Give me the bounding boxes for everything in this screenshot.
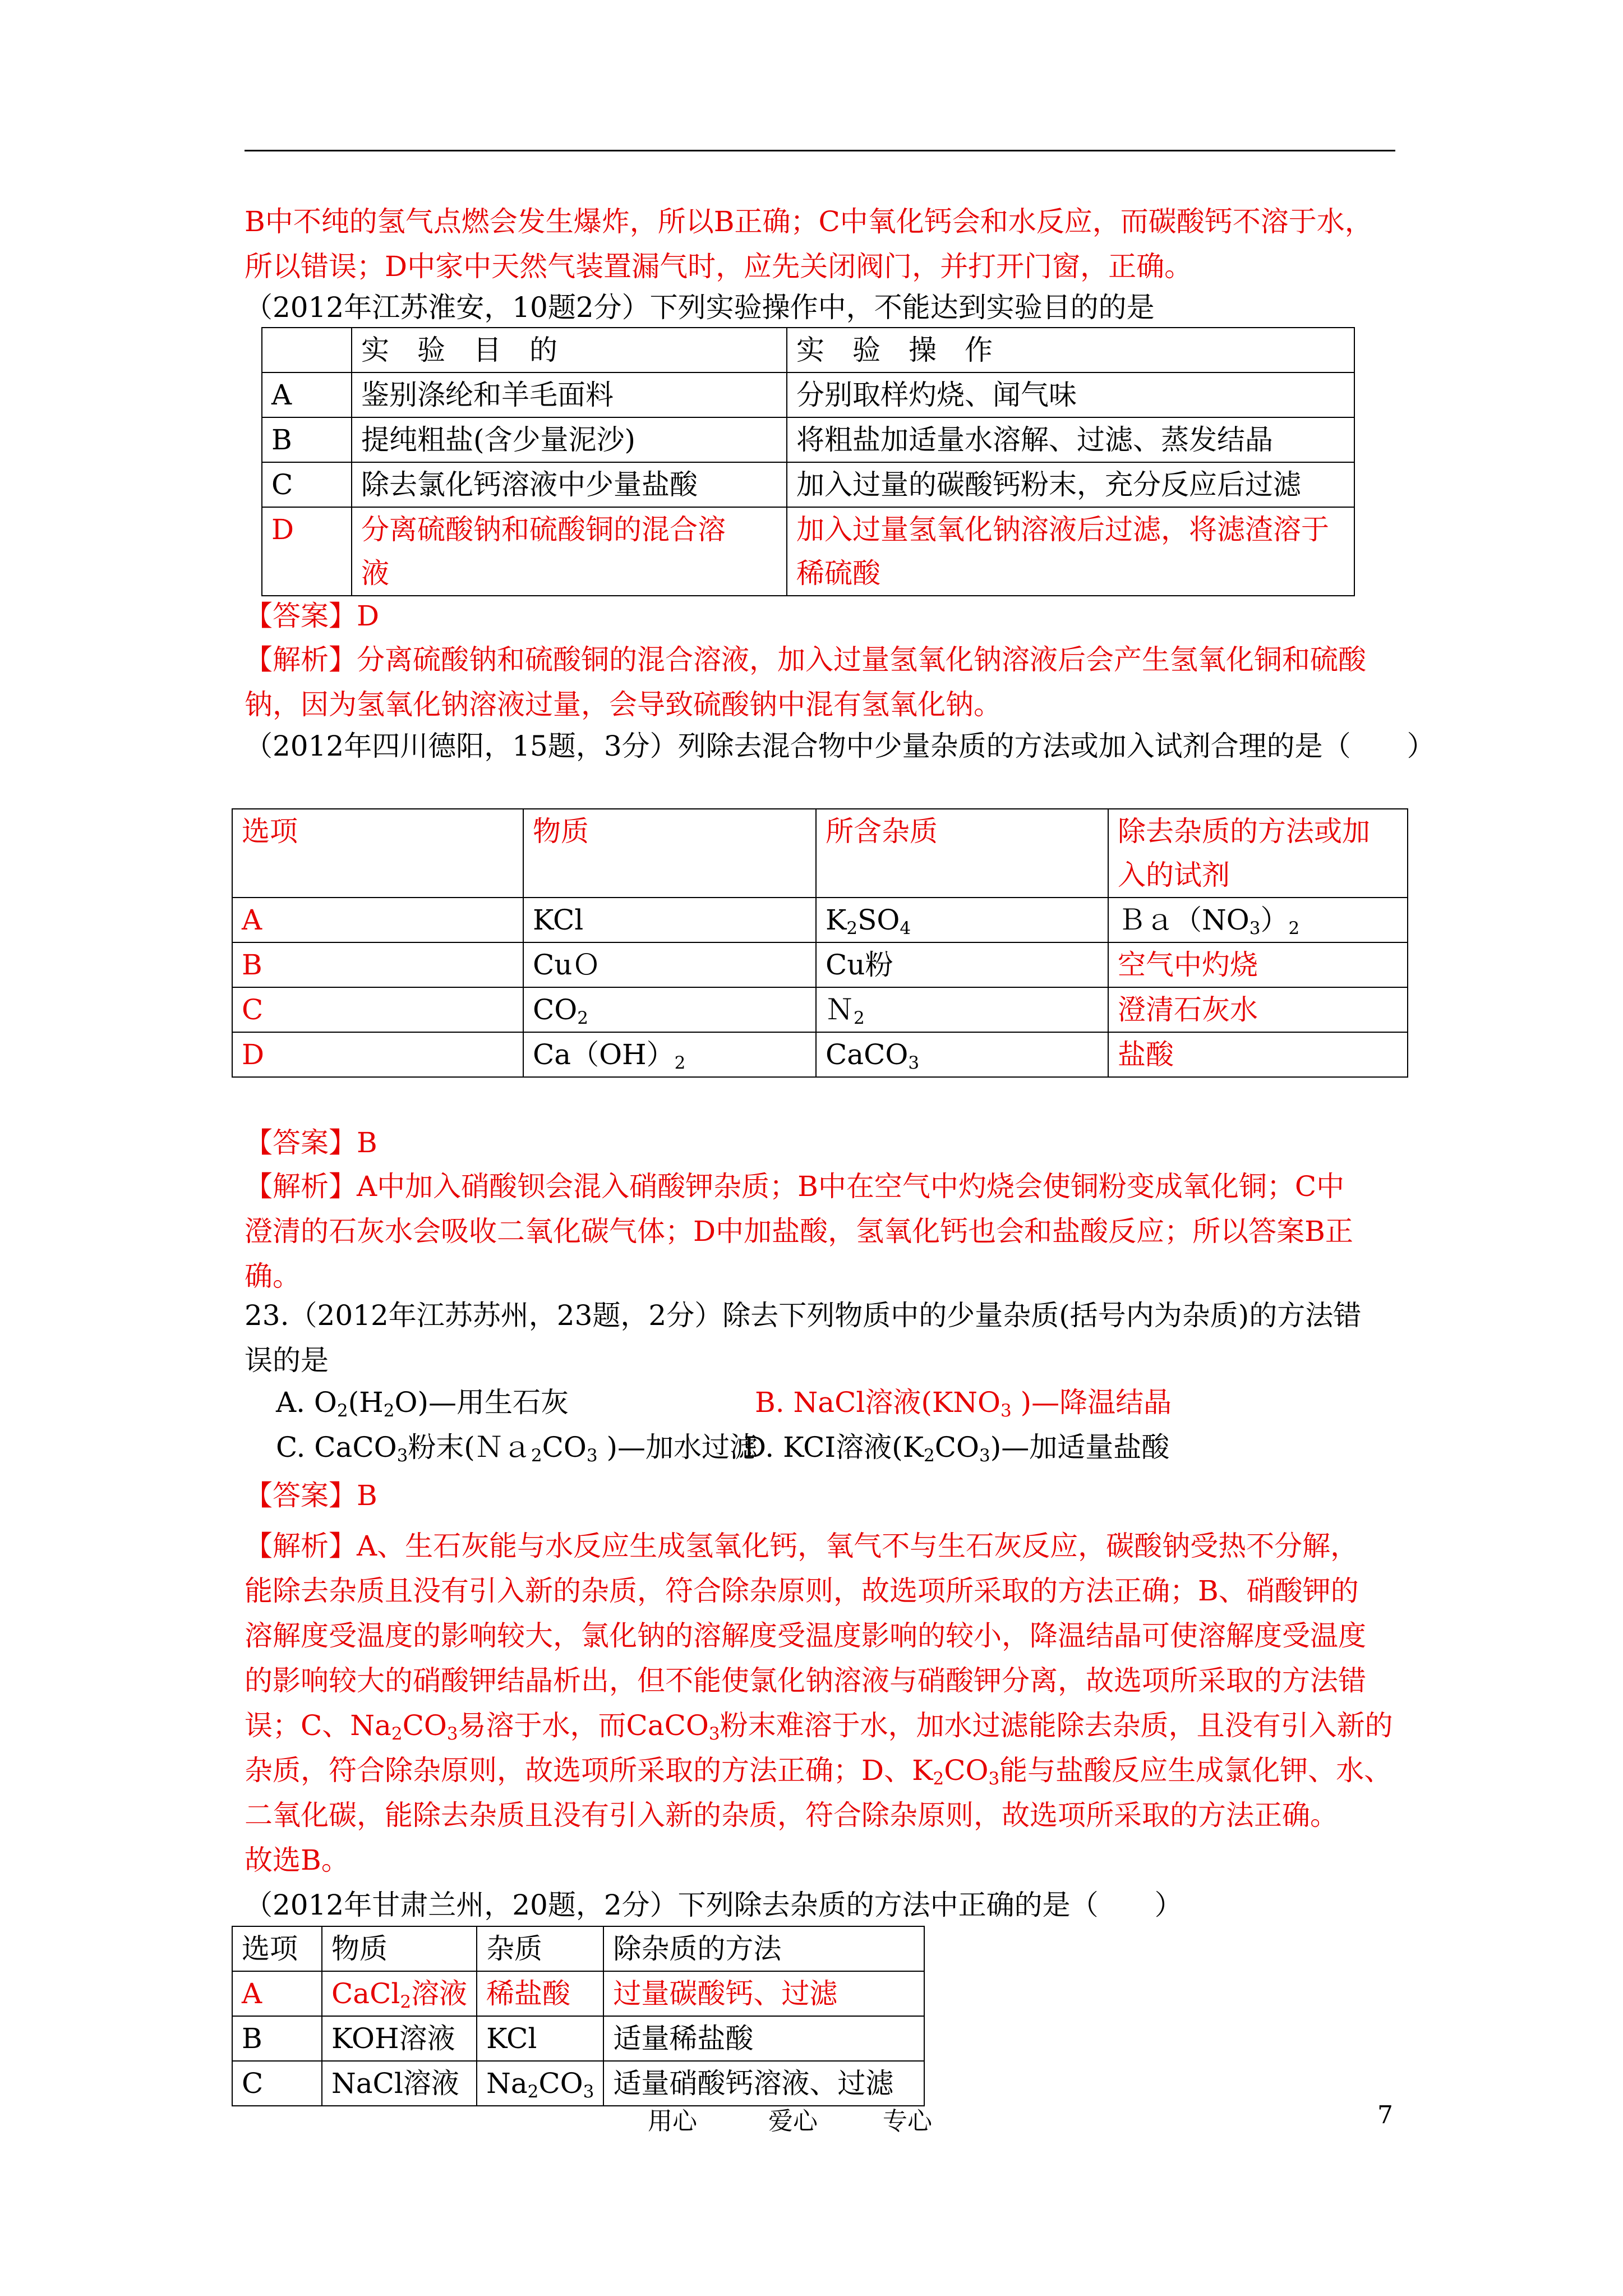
table-row: 选项 物质 杂质 除杂质的方法 (232, 1926, 924, 1971)
q3-answer: 【答案】B (245, 1479, 377, 1512)
q1-stem: （2012年江苏淮安，10题2分）下列实验操作中，不能达到实验目的的是 (245, 291, 1155, 324)
table-row: C 除去氯化钙溶液中少量盐酸 加入过量的碳酸钙粉末，充分反应后过滤 (262, 462, 1354, 507)
page-number: 7 (1377, 2101, 1393, 2129)
table-row: B 提纯粗盐(含少量泥沙) 将粗盐加适量水溶解、过滤、蒸发结晶 (262, 417, 1354, 462)
option-b: B. NaCl溶液($KNO_3$ )—降温结晶 (755, 1386, 1172, 1421)
table-row: D $Ca(OH)_2$ CaCO$_3$ 盐酸 (232, 1032, 1408, 1077)
footer-motto-2: 爱心 (768, 2107, 818, 2136)
footer-motto-3: 专心 (883, 2107, 932, 2136)
footer-motto-1: 用心 (648, 2107, 697, 2136)
q2-stem: （2012年四川德阳，15题，3分）列除去混合物中少量杂质的方法或加入试剂合理的是（ ） (245, 730, 1435, 762)
table-row: A CaCl$_2$溶液 稀盐酸 过量碳酸钙、过滤 (232, 1971, 924, 2016)
table-row: 选项 物质 所含杂质 除去杂质的方法或加 入的试剂 (232, 809, 1408, 898)
table-row: B CuＯ Cu粉 空气中灼烧 (232, 942, 1408, 987)
table-row: C $CO_2$ Ｎ$_2$ 澄清石灰水 (232, 987, 1408, 1032)
table-row: A KCl $K_2SO_4$ $Ba(NO_3)_2$ (232, 898, 1408, 942)
q1-analysis: 【解析】分离硫酸钠和硫酸铜的混合溶液，加入过量氢氧化钠溶液后会产生氢氧化铜和硫酸 钠，因为氢氧化钠溶液过量，会导致硫酸钠中混有氢氧化钠。 (245, 643, 1366, 721)
q2-analysis: 【解析】A中加入硝酸钡会混入硝酸钾杂质；B中在空气中灼烧会使铜粉变成氧化铜；C中 澄清的石灰水会吸收二氧化碳气体；D中加盐酸，氢氧化钙也会和盐酸反应；所以答案B正 确。 (245, 1170, 1353, 1292)
intro-text: B中不纯的氢气点燃会发生爆炸，所以B正确；C中氧化钙会和水反应，而碳酸钙不溶于水， 所以错误；D中家中天然气装置漏气时，应先关闭阀门，并打开门窗，正确。 (245, 205, 1373, 283)
q4-stem: （2012年甘肃兰州，20题，2分）下列除去杂质的方法中正确的是（ ） (245, 1889, 1183, 1921)
table-row: A 鉴别涤纶和羊毛面料 分别取样灼烧、闻气味 (262, 372, 1354, 417)
table-row: 实 验 目 的 实 验 操 作 (262, 328, 1354, 372)
option-a: A. $O_2(H_2O)—$用生石灰 (276, 1386, 569, 1421)
q4-table-wrap (232, 1926, 927, 2102)
q2-table (232, 808, 1408, 1078)
q4-table (232, 1926, 925, 2106)
header-rule (245, 150, 1395, 151)
table-row: D 分离硫酸钠和硫酸铜的混合溶 液 加入过量氢氧化钠溶液后过滤，将滤渣溶于 稀硫酸 (262, 507, 1354, 596)
option-c: C. CaCO$_3$粉末($Na_2CO_3$ )—加水过滤 (276, 1431, 758, 1466)
q2-answer: 【答案】B (245, 1126, 377, 1159)
q3-analysis: 【解析】A、生石灰能与水反应生成氢氧化钙，氧气不与生石灰反应，碳酸钠受热不分解， 能除去杂质且没有引入新的杂质，符合除杂原则，故选项所采取的方法正确；B、硝酸钾的 溶解度受温度的影响较大，氯化钠的溶解度受温度影响的较小，降温结晶可使溶解度受温度 的影响较大的硝酸钾结晶析出，但不能使氯化钠溶液与硝酸钾分离，故选项所采取的方法错 误；C、$Na_2CO_3$易溶于水，而CaCO$_3$粉末难溶于水，加水过滤能除去杂质，且没有引入新的 杂质，符合除杂原则，故选项所采取的方法正确；D、$K_2CO_3$能与盐酸反应生成氯化钾、水、 二氧化碳，能除去杂质且没有引入新的杂质，符合除杂原则，故选项所采取的方法正确。 故选B。 (245, 1530, 1393, 1876)
table-row: C NaCl溶液 $Na_2CO_3$ 适量硝酸钙溶液、过滤 (232, 2061, 924, 2106)
q1-answer: 【答案】D (245, 600, 380, 632)
q3-stem: 23.（2012年江苏苏州，23题，2分）除去下列物质中的少量杂质(括号内为杂质)的方法错 误的是 (245, 1299, 1362, 1377)
q1-table (261, 327, 1355, 596)
option-d: D. KCI溶液$(K_2CO_3)—$加适量盐酸 (744, 1431, 1170, 1466)
table-row: B KOH溶液 KCl 适量稀盐酸 (232, 2016, 924, 2061)
